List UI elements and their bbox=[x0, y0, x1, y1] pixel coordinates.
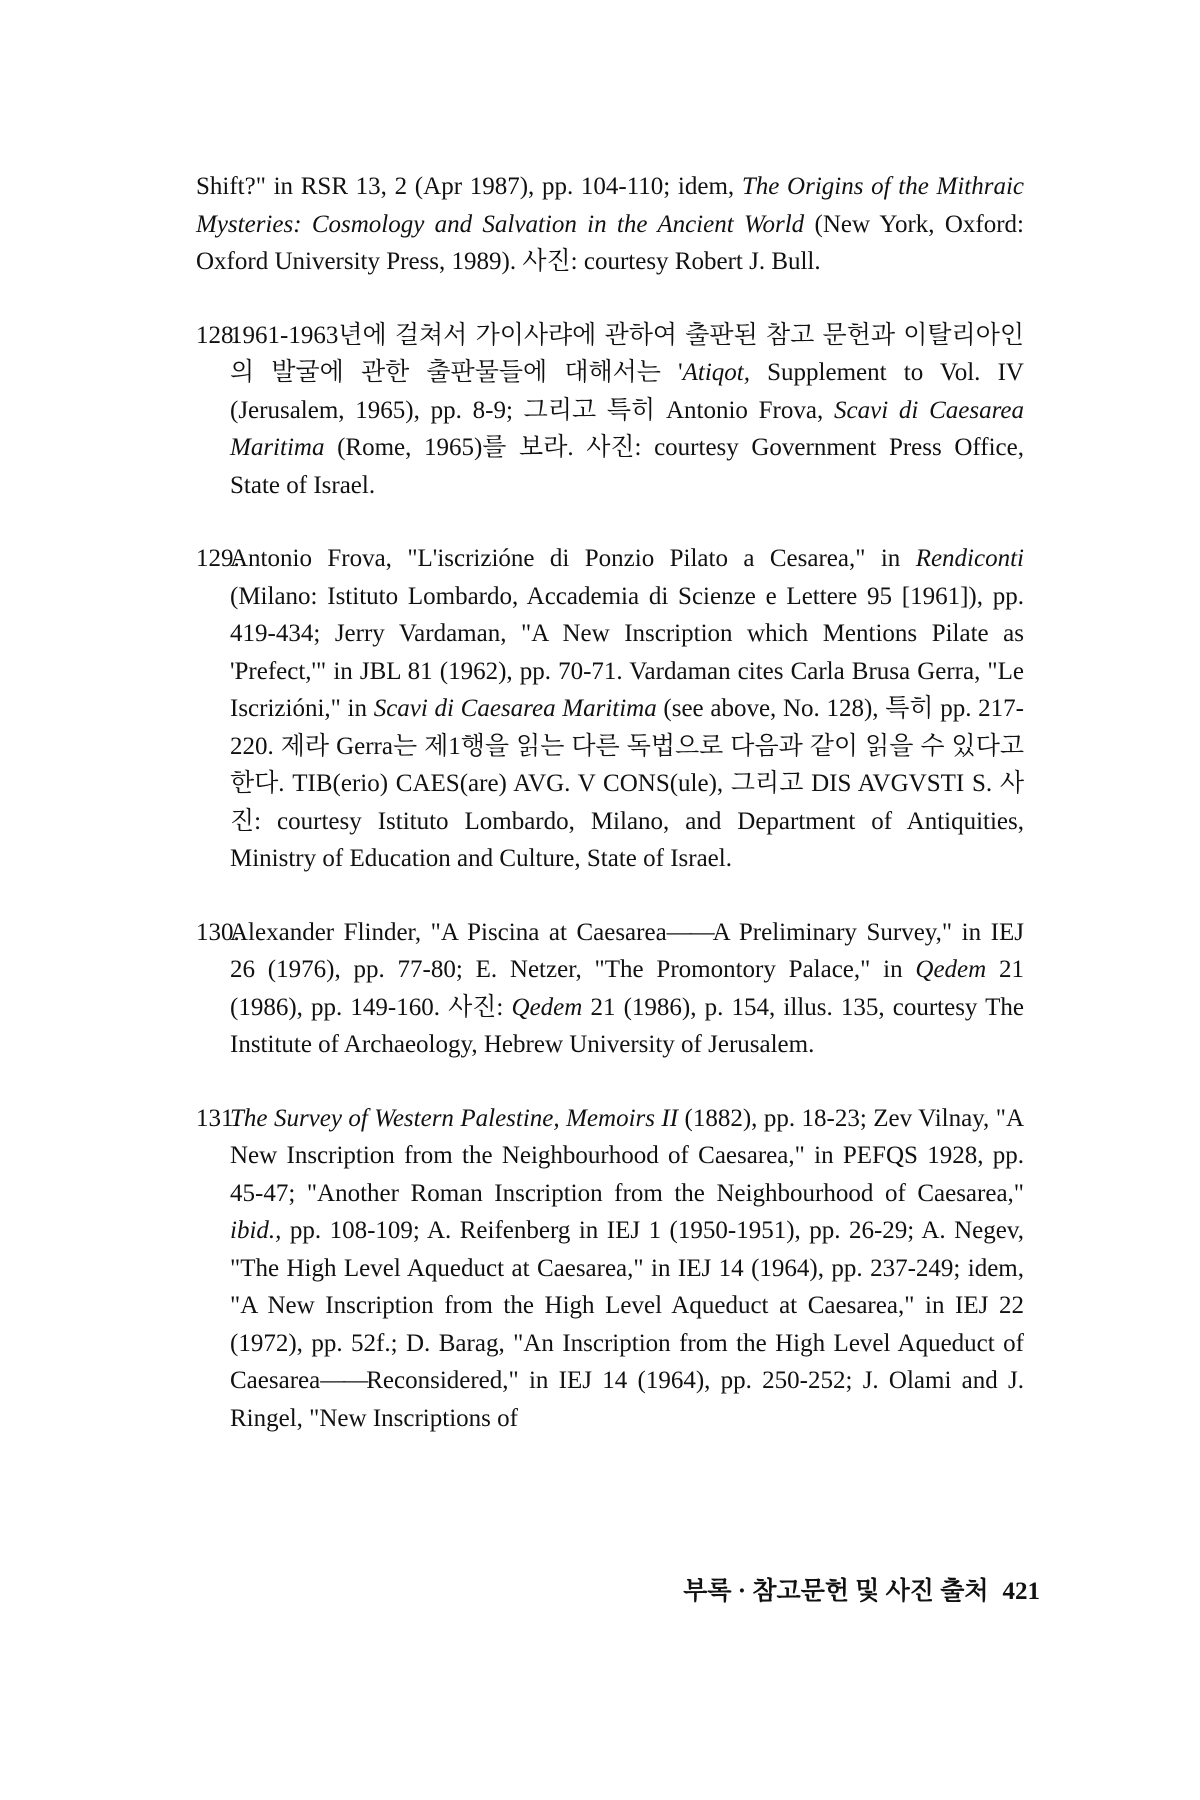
endnote-129 bbox=[196, 540, 1024, 878]
book-title: Scavi di Caesarea Maritima bbox=[373, 695, 657, 722]
note-text: Reconsidered," in IEJ 14 (1964), pp. 250-252; J. Olami and J. Ringel, "New Inscriptions of bbox=[230, 1367, 1024, 1432]
abbreviation: ibid., bbox=[230, 1217, 282, 1244]
endnote-128 bbox=[196, 317, 1024, 505]
note-text: pp. 108-109; A. Reifenberg in IEJ 1 (1950-1951), pp. 26-29; A. Negev, "The High Level Aqueduct at Caesarea," in IEJ 14 (1964), pp. 237-249; idem, "A New Inscription from the High Level Aqueduct at Caesarea," in IEJ 22 (1972), pp. 52f.; D. Barag, "An Inscription from the High Level Aqueduct of Caesarea bbox=[230, 1217, 1024, 1394]
note-number: 129. bbox=[196, 545, 240, 572]
journal-title: Qedem bbox=[915, 956, 987, 983]
note-text: Supplement to Vol. IV (Jerusalem, 1965), pp. 8-9; 그리고 특히 Antonio Frova, bbox=[230, 359, 1024, 424]
note-text: Shift?" in RSR 13, 2 (Apr 1987), pp. 104-110; idem, bbox=[196, 173, 742, 200]
page-number: 421 bbox=[1002, 1578, 1040, 1605]
note-text: A Preliminary Survey," in IEJ 26 (1976), pp. 77-80; E. Netzer, "The Promontory Palace," in bbox=[230, 918, 1024, 983]
book-title: The Origins of the Mithraic Mysteries: Cosmology and Salvation in the Ancient World bbox=[196, 173, 1024, 238]
note-text: 21 (1986), pp. 149-160. 사진: bbox=[230, 956, 1024, 1021]
note-text: (Rome, 1965)를 보라. 사진: courtesy Government Press Office, State of Israel. bbox=[230, 434, 1024, 499]
endnote-130 bbox=[196, 914, 1024, 1064]
note-number: 131. bbox=[196, 1104, 240, 1132]
note-text: (New York, Oxford: Oxford University Press, 1989). 사진: courtesy Robert J. Bull. bbox=[196, 210, 1024, 275]
em-dash: —— bbox=[666, 918, 713, 946]
note-number: 130. bbox=[196, 918, 240, 946]
page-footer bbox=[660, 1571, 1040, 1607]
note-text: (Milano: Istituto Lombardo, Accademia di Scienze e Lettere 95 [1961]), pp. 419-434; Jerry Vardaman, "A New Inscription which Mentions Pilate as 'Prefect,'" in JBL 81 (1962), pp. 70-71. Vardaman cites Carla Brusa Gerra, "Le Iscrizióni," in bbox=[230, 582, 1024, 722]
note-text: 21 (1986), p. 154, illus. 135, courtesy The Institute of Archaeology, Hebrew University of Jerusalem. bbox=[230, 993, 1024, 1058]
endnotes-body bbox=[196, 168, 1024, 1437]
journal-title: Qedem bbox=[511, 993, 583, 1021]
note-text: (see above, No. 128), 특히 pp. 217-220. 제라 Gerra는 제1행을 읽는 다른 독법으로 다음과 같이 읽을 수 있다고 한다. TIB(erio) CAES(are) AVG. V CONS(ule), 그리고 DIS AVGVSTI S. 사진: courtesy Istituto Lombardo, Milano, and Department of Antiquities, Ministry of Education and Culture, State of Israel. bbox=[230, 695, 1025, 872]
journal-title: Rendiconti bbox=[915, 545, 1024, 572]
note-number: 128. bbox=[196, 321, 240, 349]
book-title: The Survey of Western Palestine, Memoirs II bbox=[230, 1104, 679, 1132]
note-text: Alexander Flinder, "A Piscina at Caesarea bbox=[230, 918, 667, 946]
continued-note bbox=[196, 168, 1024, 281]
book-title: Scavi di Caesarea Maritima bbox=[230, 396, 1025, 461]
note-text: 1961-1963년에 걸쳐서 가이사랴에 관하여 출판된 참고 문헌과 이탈리아인의 발굴에 관한 출판물들에 대해서는 ' bbox=[230, 321, 1024, 386]
journal-title: Atiqot, bbox=[682, 359, 750, 386]
endnote-131 bbox=[196, 1100, 1024, 1438]
note-text: (1882), pp. 18-23; Zev Vilnay, "A New Inscription from the Neighbourhood of Caesarea," in PEFQS 1928, pp. 45-47; "Another Roman Inscription from the Neighbourhood of Caesarea," bbox=[230, 1104, 1025, 1207]
running-title: 부록 · 참고문헌 및 사진 출처 bbox=[683, 1578, 989, 1605]
note-text: Antonio Frova, "L'iscrizióne di Ponzio Pilato a Cesarea," in bbox=[230, 545, 916, 572]
em-dash: —— bbox=[320, 1367, 367, 1394]
